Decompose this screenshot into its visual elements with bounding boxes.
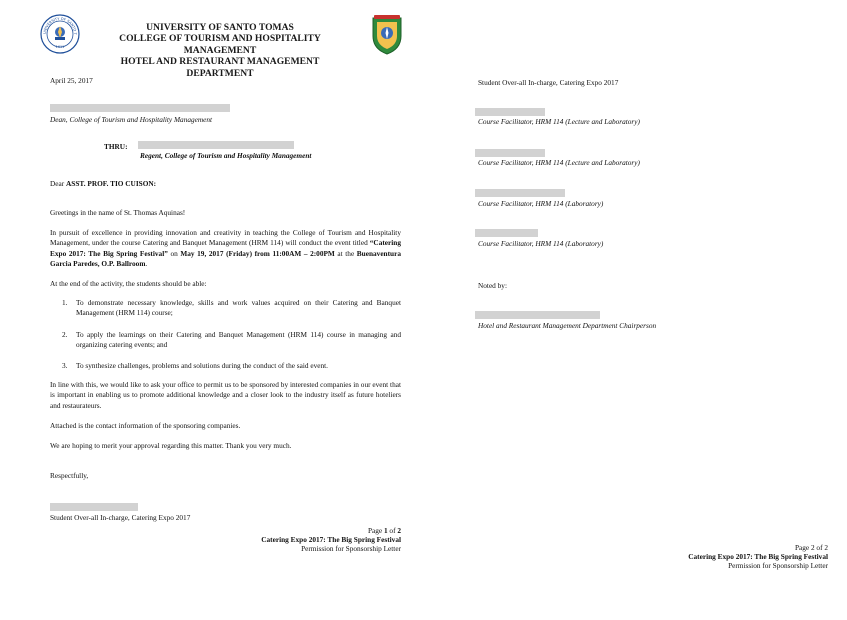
paragraph-attached: Attached is the contact information of the sponsoring companies. — [50, 421, 241, 430]
p2-signer-title: Student Over-all In-charge, Catering Expo 2017 — [478, 78, 619, 87]
facilitator-title: Course Facilitator, HRM 114 (Lecture and Laboratory) — [478, 158, 640, 167]
list-item: 2. To apply the learnings on their Catering and Banquet Management (HRM 114) course in managing and organizing catering events; and — [62, 330, 401, 350]
ust-seal-icon — [40, 14, 80, 54]
footer-subtitle: Permission for Sponsorship Letter — [301, 544, 401, 553]
signer-title: Student Over-all In-charge, Catering Expo 2017 — [50, 513, 191, 522]
thru-label: THRU: — [104, 142, 128, 151]
footer-title: Catering Expo 2017: The Big Spring Festival — [261, 535, 401, 544]
footer-title: Catering Expo 2017: The Big Spring Festival — [688, 552, 828, 561]
chair-title: Hotel and Restaurant Management Department Chairperson — [478, 321, 657, 330]
redacted-thru-name — [138, 141, 294, 149]
footer-subtitle: Permission for Sponsorship Letter — [728, 561, 828, 570]
salutation-name: ASST. PROF. TIO CUISON: — [66, 179, 157, 188]
page-number: Page 2 of 2 — [794, 543, 828, 552]
letter-date: April 25, 2017 — [50, 76, 93, 85]
redacted-facilitator-name — [475, 229, 538, 237]
college-name: COLLEGE OF TOURISM AND HOSPITALITY MANAGEMENT — [119, 33, 321, 56]
page-number: Page 1 of 2 — [367, 526, 401, 535]
facilitator-title: Course Facilitator, HRM 114 (Laboratory) — [478, 199, 604, 208]
paragraph-request: In line with this, we would like to ask your office to permit us to be sponsored by interested companies in our event that is important in enabling us to promote additional knowledge and a closer look to the industry itself as future hoteliers and restaurateurs. — [50, 380, 401, 410]
noted-by: Noted by: — [478, 281, 507, 290]
facilitator-title: Course Facilitator, HRM 114 (Lecture and Laboratory) — [478, 117, 640, 126]
event-title: “Catering Expo 2017: The Big Spring Festival” — [50, 238, 401, 258]
thru-title: Regent, College of Tourism and Hospitality Management — [140, 151, 312, 160]
salutation: Dear ASST. PROF. TIO CUISON: — [50, 179, 157, 188]
event-venue: Buenaventura Garcia Paredes, O.P. Ballroom — [50, 248, 401, 268]
redacted-chair-name — [475, 311, 600, 319]
recipient-title: Dean, College of Tourism and Hospitality Management — [50, 115, 213, 124]
closing: Respectfully, — [50, 471, 89, 480]
page-2-footer — [688, 543, 828, 570]
paragraph-event: In pursuit of excellence in providing innovation and creativity in teaching the College of Tourism and Hospitality Management, under the course Catering and Banquet Management (HRM 114) will conduct the event titled “Catering Expo 2017: The Big Spring Festival” on May 19, 2017 (Friday) from 11:00AM – 2:00PM at the Buenaventura Garcia Paredes, O.P. Ballroom. — [50, 228, 401, 268]
page-2 — [430, 0, 847, 620]
college-crest-icon — [370, 14, 404, 56]
redacted-facilitator-name — [475, 108, 545, 116]
event-date: May 19, 2017 (Friday) from 11:00AM – 2:00PM — [180, 248, 335, 258]
greeting: Greetings in the name of St. Thomas Aquinas! — [50, 208, 186, 217]
paragraph-closing: We are hoping to merit your approval regarding this matter. Thank you very much. — [50, 441, 292, 450]
seal-year: 1611 — [55, 45, 65, 49]
list-item: 3. To synthesize challenges, problems and solutions during the conduct of the said event. — [62, 361, 328, 370]
facilitator-title: Course Facilitator, HRM 114 (Laboratory) — [478, 239, 604, 248]
letterhead — [100, 22, 340, 79]
redacted-facilitator-name — [475, 189, 565, 197]
department-name: HOTEL AND RESTAURANT MANAGEMENT DEPARTMENT — [120, 56, 320, 79]
objectives-intro: At the end of the activity, the students should be able: — [50, 279, 207, 288]
university-name: UNIVERSITY OF SANTO TOMAS — [146, 22, 294, 33]
page-1-footer — [261, 526, 401, 553]
list-item: 1. To demonstrate necessary knowledge, skills and work values acquired on their Catering and Banquet Management (HRM 114) course; — [62, 298, 401, 318]
redacted-recipient-name — [50, 104, 230, 112]
redacted-signer-name — [50, 503, 138, 511]
seal-text: UNIVERSITY OF SANTO T — [42, 16, 78, 35]
redacted-facilitator-name — [475, 149, 545, 157]
